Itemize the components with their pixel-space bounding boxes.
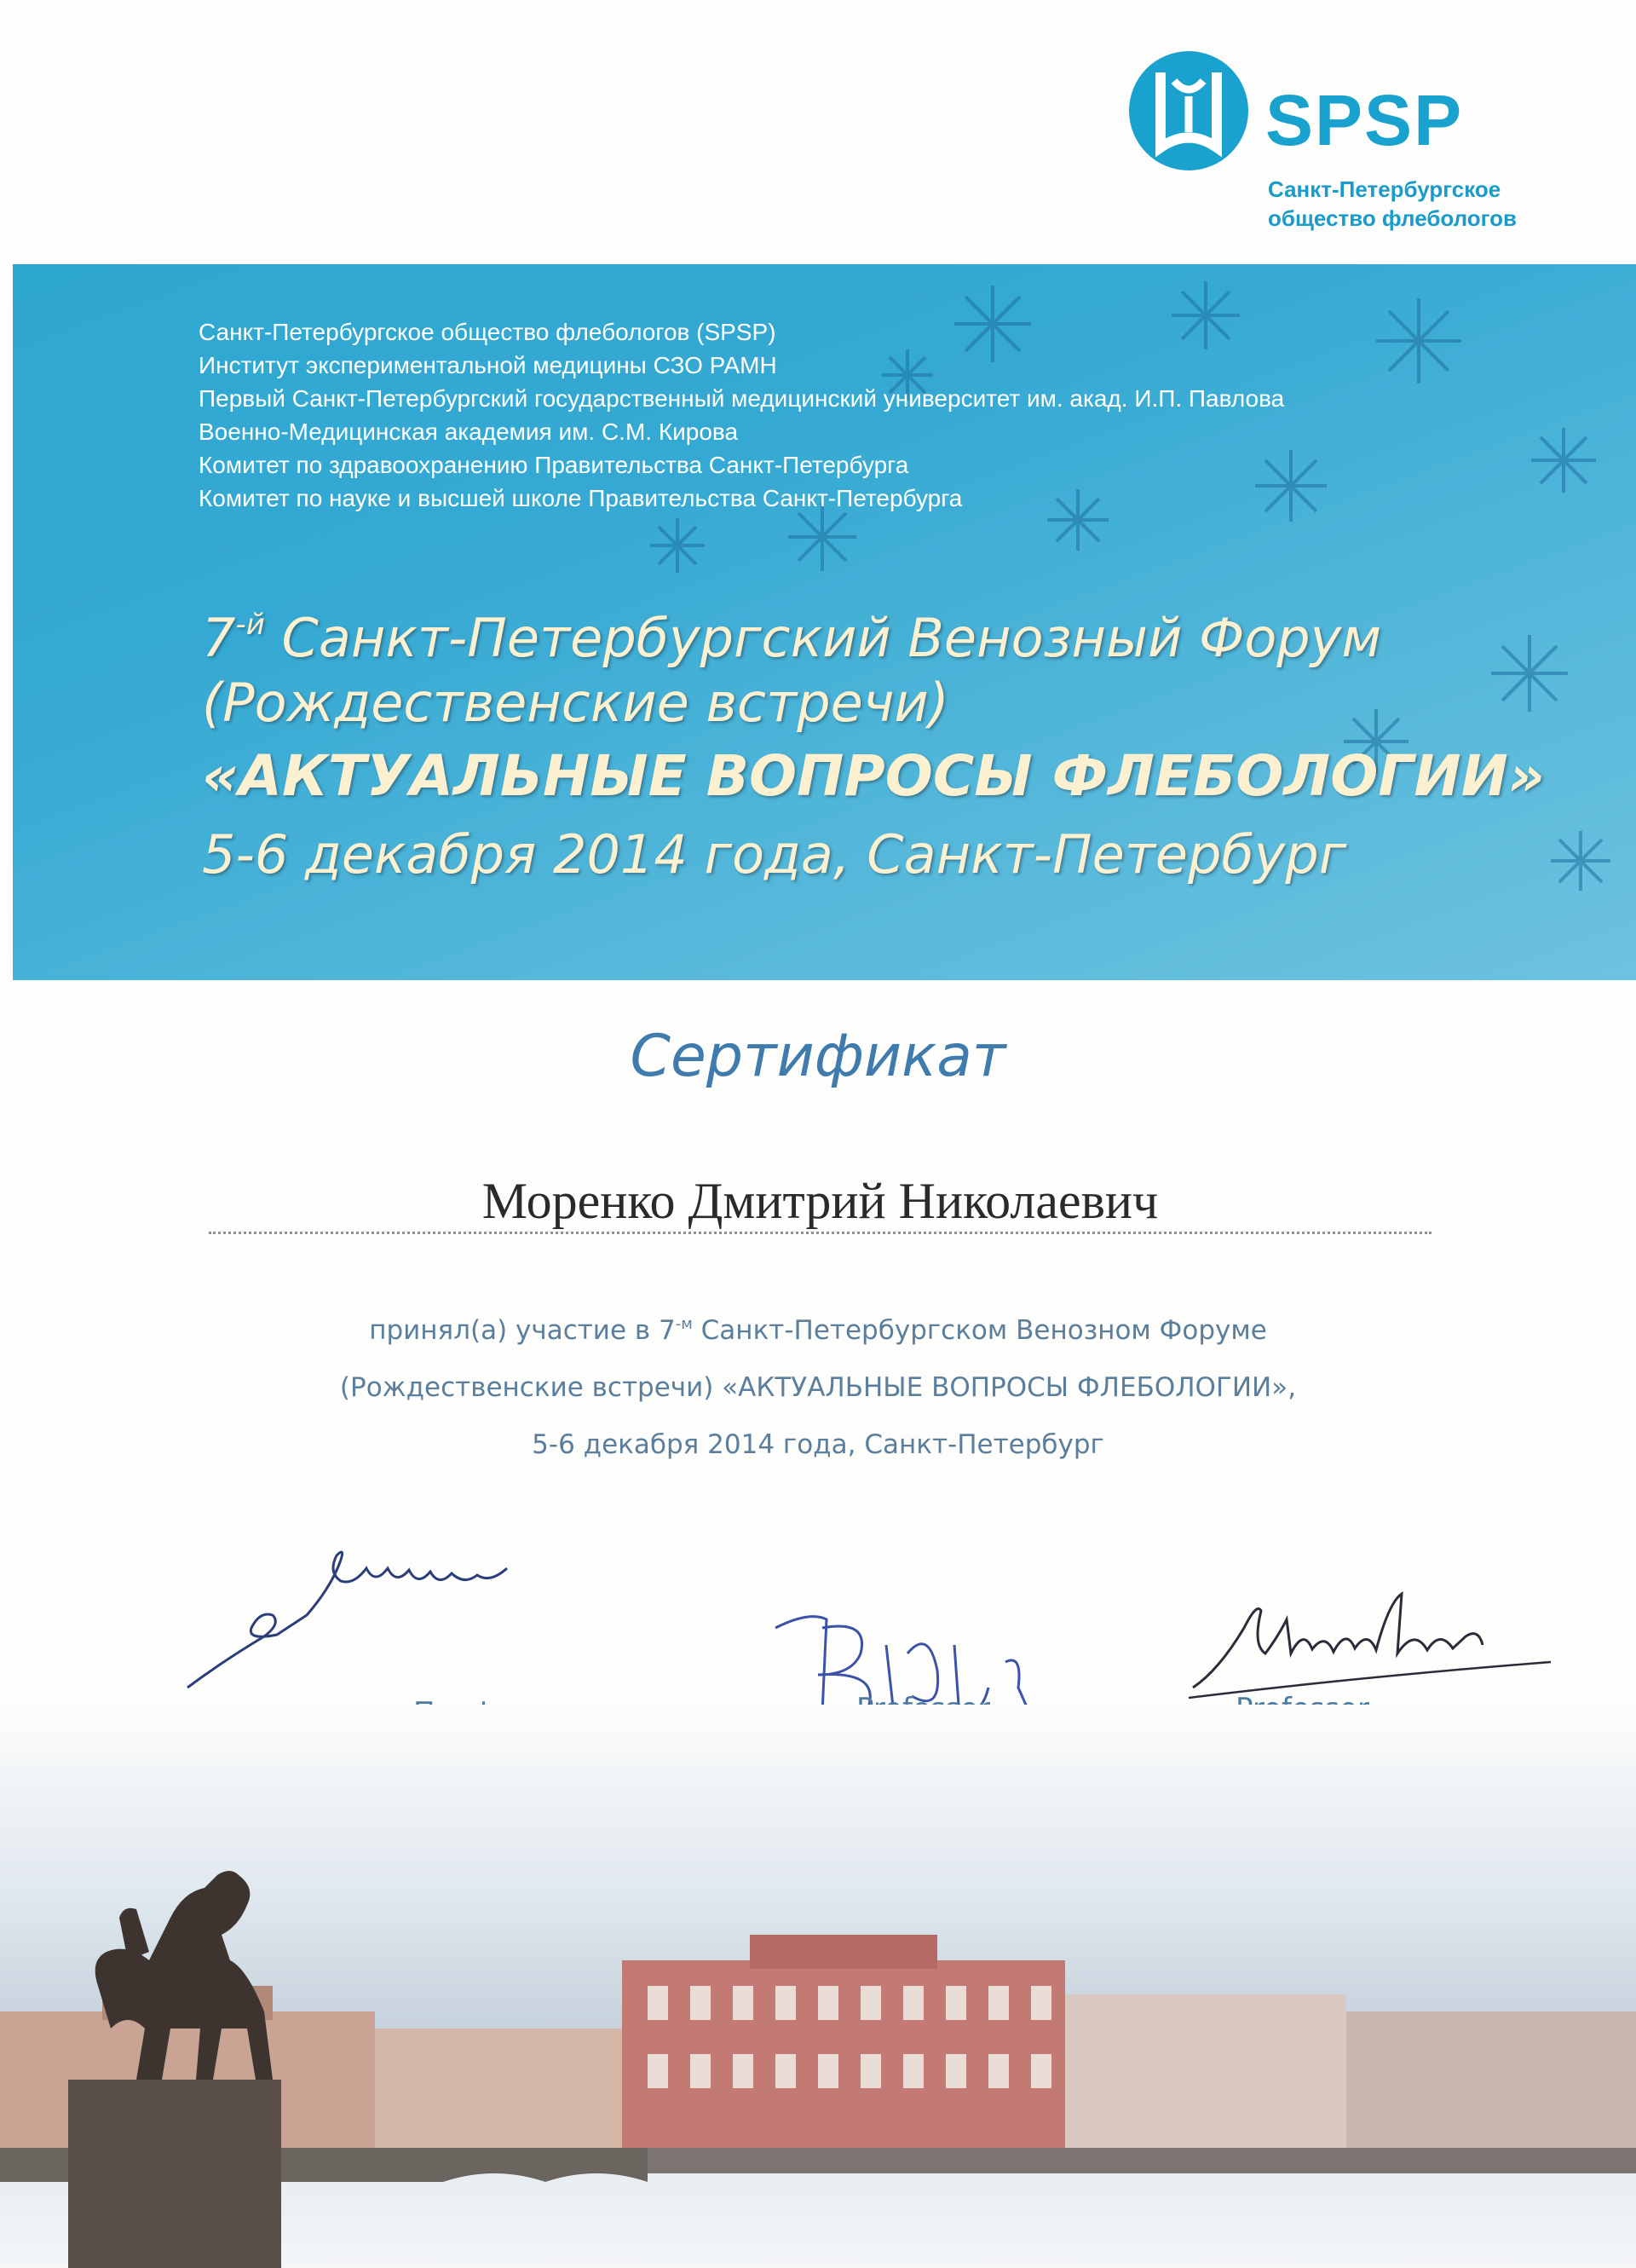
certificate-title: Сертификат	[630, 1023, 1006, 1090]
forum-date-place: 5-6 декабря 2014 года, Санкт-Петербург	[202, 823, 1347, 886]
forum-title: Санкт-Петербургский Венозный Форум	[281, 607, 1382, 669]
logo-subtitle	[1268, 175, 1592, 233]
spsp-logo-mark-icon	[1125, 47, 1253, 175]
forum-banner	[13, 264, 1636, 980]
participation-line	[0, 1296, 1636, 1359]
participation-line: (Рождественские встречи) «АКТУАЛЬНЫЕ ВОПРОСЫ ФЛЕБОЛОГИИ»,	[339, 1372, 1297, 1403]
participation-text: принял(а) участие в 7	[369, 1315, 676, 1346]
name-underline-divider	[209, 1232, 1432, 1234]
forum-heading	[202, 592, 1616, 892]
participation-statement	[0, 1296, 1636, 1474]
organizer-line: Комитет по здравоохранению Правительства Санкт-Петербурга	[199, 452, 909, 478]
logo-subtitle-line: общество флебологов	[1268, 205, 1518, 231]
spsp-logo	[1125, 47, 1568, 251]
participation-line: 5-6 декабря 2014 года, Санкт-Петербург	[532, 1429, 1104, 1460]
logo-text: SPSP	[1265, 80, 1464, 160]
organizer-line: Военно-Медицинская академия им. С.М. Кирова	[199, 418, 739, 445]
organizer-line: Институт экспериментальной медицины СЗО РАМН	[199, 352, 777, 378]
signature-nicolaides	[1184, 1577, 1559, 1705]
forum-number: 7	[202, 607, 236, 669]
participation-suffix: -м	[675, 1315, 693, 1333]
organizers-list	[199, 315, 1613, 515]
forum-topic: «АКТУАЛЬНЫЕ ВОПРОСЫ ФЛЕБОЛОГИИ»	[202, 743, 1545, 809]
forum-number-suffix: -й	[235, 608, 265, 642]
forum-subtitle: (Рождественские встречи)	[202, 672, 949, 734]
city-embankment-photo	[0, 1705, 1636, 2268]
forum-title-line	[202, 592, 1616, 671]
signature-shaydakov	[170, 1534, 571, 1705]
organizer-line: Первый Санкт-Петербургский государственный медицинский университет им. акад. И.П. Павлова	[199, 385, 1285, 412]
participation-text: Санкт-Петербургском Венозном Форуме	[692, 1315, 1267, 1346]
organizer-line: Комитет по науке и высшей школе Правительства Санкт-Петербурга	[199, 485, 963, 511]
logo-subtitle-line: Санкт-Петербургское	[1268, 176, 1501, 202]
recipient-name: Моренко Дмитрий Николаевич	[481, 1173, 1159, 1229]
organizer-line: Санкт-Петербургское общество флебологов (SPSP)	[199, 319, 776, 345]
